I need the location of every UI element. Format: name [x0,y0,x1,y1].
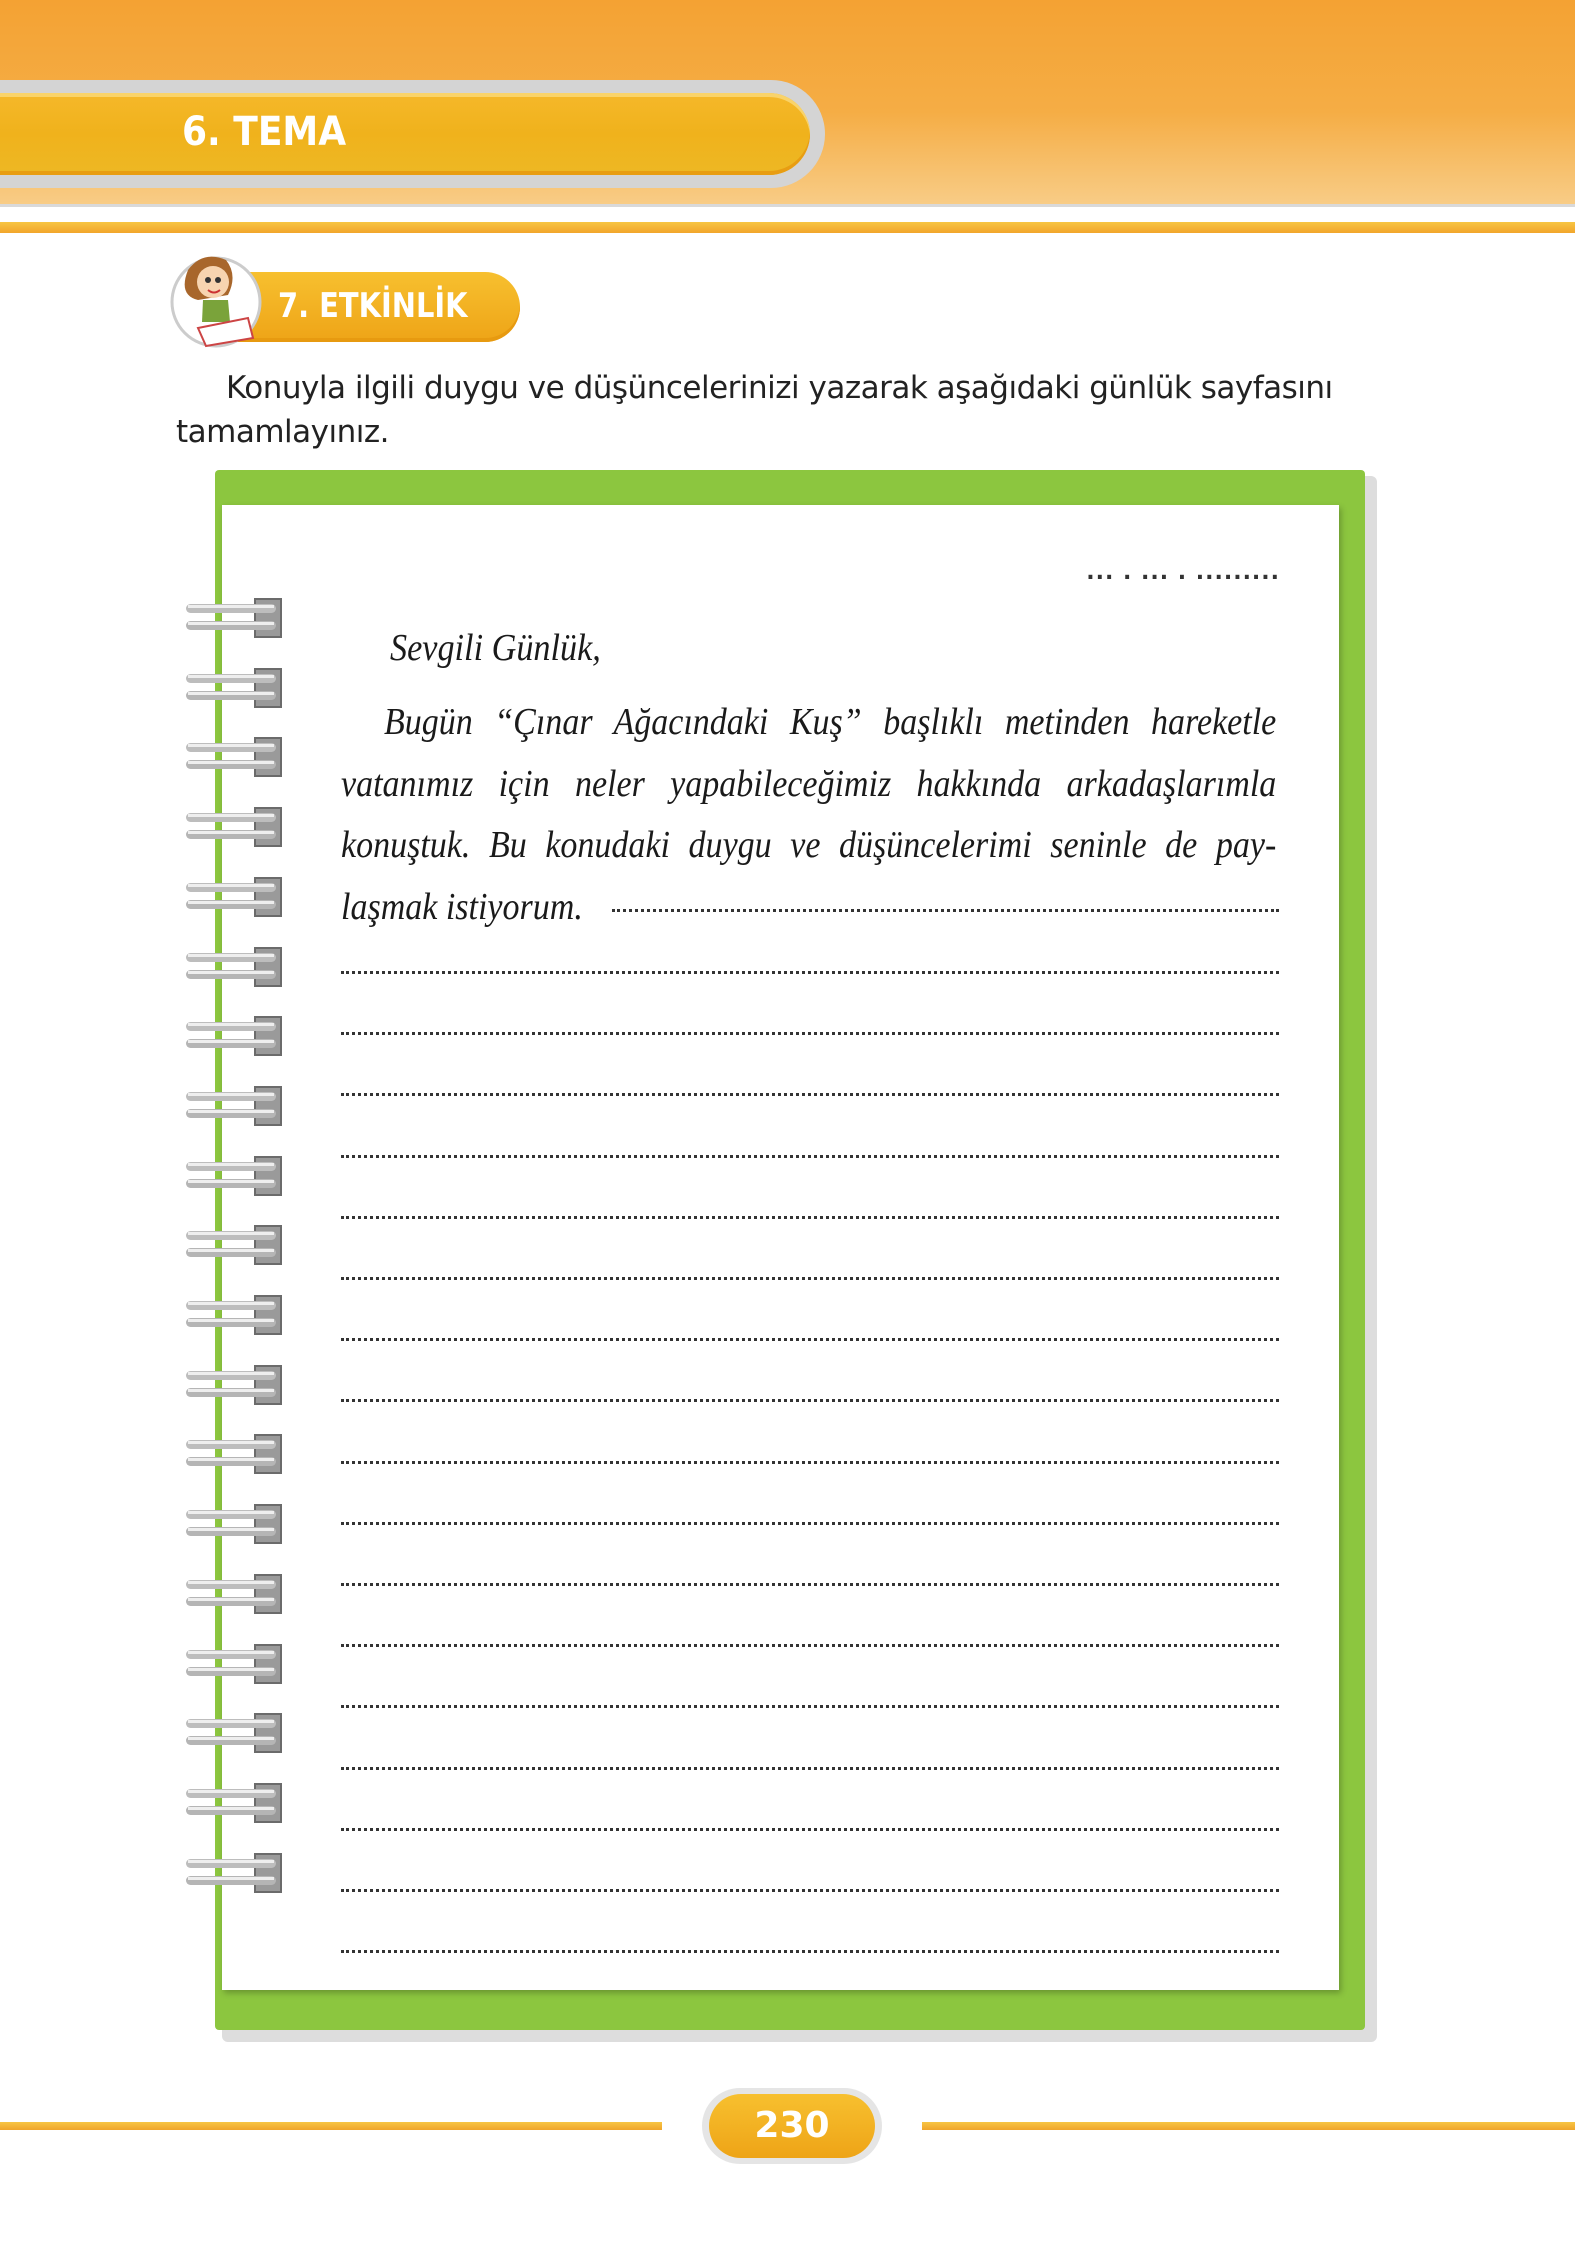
writing-line[interactable] [341,1031,1279,1035]
writing-line[interactable] [341,970,1279,974]
writing-line[interactable] [341,1215,1279,1219]
writing-line-first[interactable] [612,908,1279,912]
writing-line[interactable] [341,1521,1279,1525]
writing-line[interactable] [341,1582,1279,1586]
instruction-text: Konuyla ilgili duygu ve düşüncelerinizi yazarak aşağıdaki günlük sayfasını tamamlayınız. [176,370,1333,450]
writing-line[interactable] [341,1949,1279,1953]
writing-line[interactable] [341,1276,1279,1280]
spiral-ring-icon [186,803,284,853]
spiral-ring-icon [186,1709,284,1759]
spiral-ring-icon [186,1570,284,1620]
diary-greeting: Sevgili Günlük, [390,627,601,669]
writing-line[interactable] [341,1766,1279,1770]
writing-line[interactable] [341,1888,1279,1892]
theme-label: 6. TEMA [182,109,347,155]
spiral-ring-icon [186,733,284,783]
writing-line[interactable] [341,1337,1279,1341]
spiral-ring-icon [186,1152,284,1202]
header-divider [0,222,1575,233]
spiral-ring-icon [186,1779,284,1829]
spiral-ring-icon [186,664,284,714]
date-field[interactable]: ... . ... . ......... [1086,560,1280,585]
spiral-ring-icon [186,1012,284,1062]
spiral-ring-icon [186,1082,284,1132]
writing-line[interactable] [341,1704,1279,1708]
spiral-ring-icon [186,594,284,644]
writing-line[interactable] [341,1398,1279,1402]
spiral-ring-icon [186,943,284,993]
theme-banner [0,93,810,175]
spiral-ring-icon [186,1500,284,1550]
spiral-ring-icon [186,1849,284,1899]
spiral-ring-icon [186,873,284,923]
spiral-ring-icon [186,1430,284,1480]
activity-label: 7. ETKİNLİK [278,286,468,326]
diary-body: Bugün “Çınar Ağacındaki Kuş” başlıklı metinden hareketle vatanımız için neler yapabileceğimiz hakkında arkadaşlarımla konuştuk. Bu konudaki duygu ve düşüncelerimi seninle de pay- laşmak istiyorum. [341,701,1277,928]
footer-line-left [0,2122,662,2130]
page-number: 230 [709,2094,875,2158]
writing-line[interactable] [341,1827,1279,1831]
writing-line[interactable] [341,1092,1279,1096]
spiral-ring-icon [186,1291,284,1341]
writing-line[interactable] [341,1643,1279,1647]
footer-line-right [922,2122,1575,2130]
writing-line[interactable] [341,1460,1279,1464]
spiral-ring-icon [186,1640,284,1690]
spiral-ring-icon [186,1221,284,1271]
spiral-ring-icon [186,1361,284,1411]
writing-line[interactable] [341,1154,1279,1158]
page-number-badge [702,2088,882,2164]
girl-writing-icon [158,250,268,350]
